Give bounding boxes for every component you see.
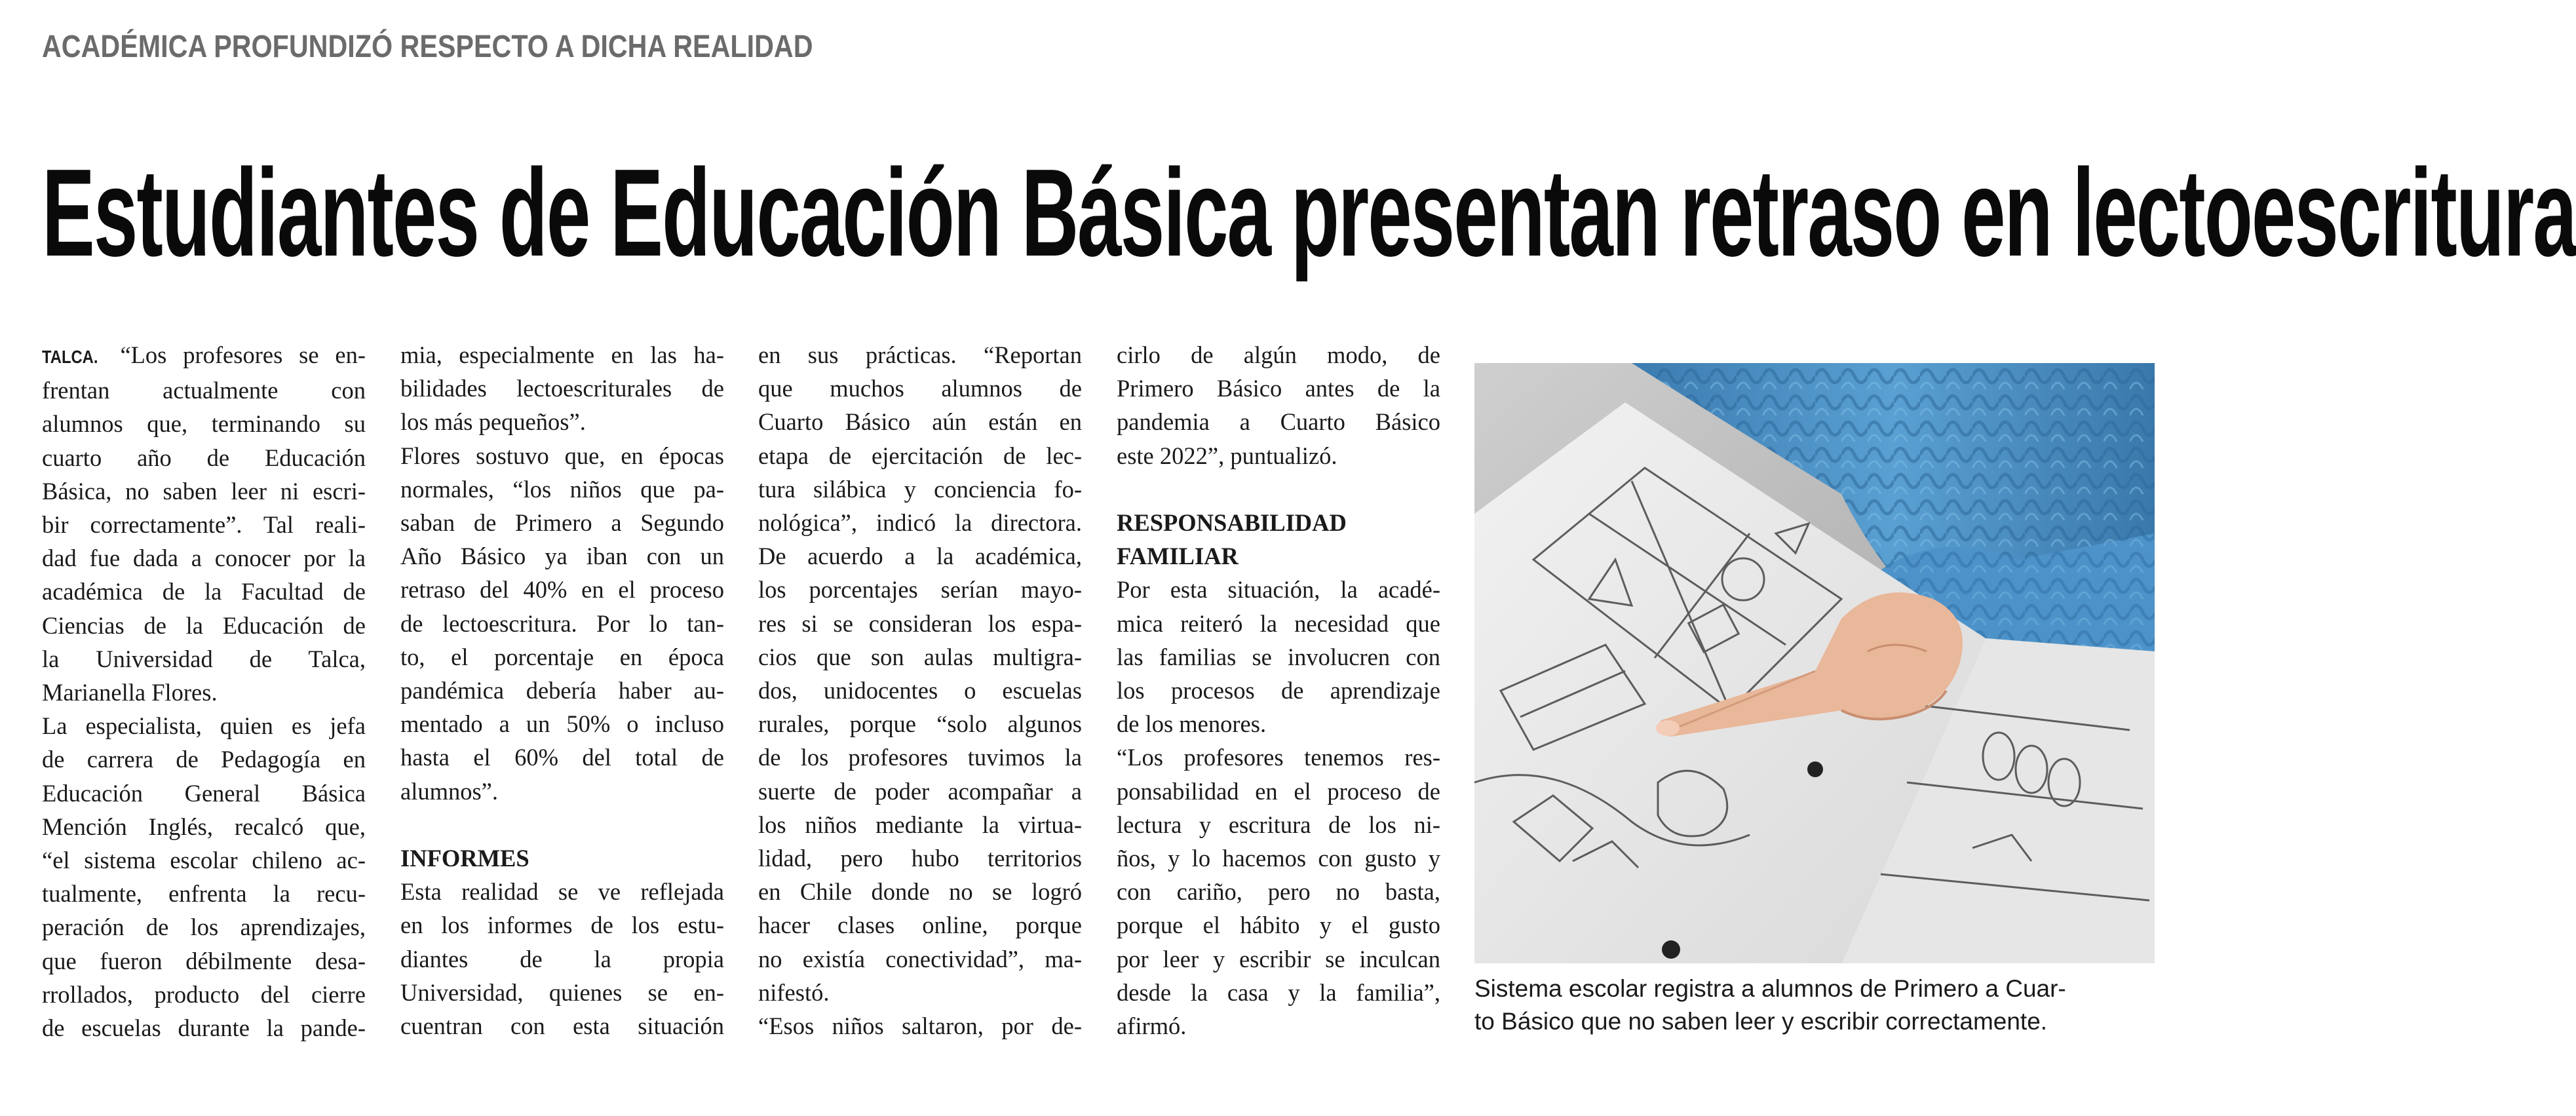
text-line: afirmó. — [1117, 1012, 1187, 1040]
text-line: lidad, pero hubo territorios — [758, 845, 1082, 872]
text-line: los niños mediante la virtua- — [758, 811, 1082, 838]
headline: Estudiantes de Educación Básica presentan retraso en lectoescritura — [42, 144, 2576, 282]
text-line: este 2022”, puntualizó. — [1117, 442, 1337, 469]
dateline: TALCA. — [42, 347, 98, 367]
text-line: académica de la Facultad de — [42, 578, 366, 606]
text-line: bir correctamente”. Tal reali- — [42, 511, 366, 539]
text-line: Año Básico ya iban con un — [400, 543, 724, 570]
text-line: los porcentajes serían mayo- — [758, 576, 1082, 604]
text-line: no existía conectividad”, ma- — [758, 945, 1082, 972]
text-line: desde la casa y la familia”, — [1117, 978, 1440, 1006]
text-line: mia, especialmente en las ha- — [400, 341, 724, 368]
text-line: Esta realidad se ve reflejada — [400, 878, 724, 906]
text-line: de los profesores tuvimos la — [758, 744, 1082, 771]
text-line: dos, unidocentes o escuelas — [758, 677, 1082, 704]
text-line: mentado a un 50% o incluso — [400, 710, 724, 738]
text-line: Universidad, quienes se en- — [400, 978, 724, 1006]
text-line: alumnos que, terminando su — [42, 410, 366, 438]
text-line: saban de Primero a Segundo — [400, 509, 724, 537]
text-line: con cariño, pero no basta, — [1117, 878, 1440, 906]
text-line: de escuelas durante la pande- — [42, 1014, 366, 1042]
text-line: De acuerdo a la académica, — [758, 543, 1082, 570]
text-line: las familias se involucren con — [1117, 643, 1440, 670]
text-line: de carrera de Pedagogía en — [42, 746, 366, 773]
text-line: rrollados, producto del cierre — [42, 980, 366, 1008]
text-line: res si se consideran los espa- — [758, 609, 1082, 637]
text-line: cuentran con esta situación — [400, 1012, 724, 1040]
text-line: diantes de la propia — [400, 945, 724, 972]
text-line: etapa de ejercitación de lec- — [758, 442, 1082, 469]
photo-caption — [1474, 972, 2163, 1038]
text-line: en Chile donde no se logró — [758, 878, 1082, 906]
text-line: que muchos alumnos de — [758, 375, 1082, 402]
text-line: hasta el 60% del total de — [400, 744, 724, 771]
text-line: Ciencias de la Educación de — [42, 611, 366, 639]
text-line: dad fue dada a conocer por la — [42, 545, 366, 572]
subhead-familiar: FAMILIAR — [1117, 543, 1239, 570]
caption-line: Sistema escolar registra a alumnos de Primero a Cuar- — [1474, 975, 2066, 1002]
text-line: Cuarto Básico aún están en — [758, 408, 1082, 436]
text-line: en los informes de los estu- — [400, 912, 724, 939]
text-line: Educación General Básica — [42, 779, 366, 807]
subhead-responsabilidad: RESPONSABILIDAD — [1117, 509, 1347, 536]
text-line: ños, y lo hacemos con gusto y — [1117, 845, 1440, 872]
text-line: mica reiteró la necesidad que — [1117, 609, 1440, 637]
text-line: porque el hábito y el gusto — [1117, 912, 1440, 939]
text-line: los más pequeños”. — [400, 408, 586, 436]
text-line: los procesos de aprendizaje — [1117, 677, 1440, 704]
text-line: normales, “los niños que pa- — [400, 475, 724, 503]
text-line: pandemia a Cuarto Básico — [1117, 408, 1440, 436]
article-column-1: TALCA. “Los profesores se en- frentan actualmente con alumnos que, terminando su cuarto año de Educación Básica, no saben leer ni escri- bir correctamente”. Tal reali- dad fue dada a conocer por la académica de la Facultad de Ciencias de la Educación de la Universidad de Talca, Marianella Flores. La especialista, quien es jefa de carrera de Pedagogía en Educación General Básica Mención Inglés, recalcó que, “el sistema escolar chileno ac- tualmente, enfrenta la recu- peración de los aprendizajes, que fueron débilmente desa- rrollados, producto del cierre de escuelas durante la pande- — [42, 338, 366, 1045]
article-column-3 — [758, 338, 1082, 1043]
text-line: Básica, no saben leer ni escri- — [42, 477, 366, 505]
text-line: de los menores. — [1117, 710, 1267, 738]
text-line: hacer clases online, porque — [758, 912, 1082, 939]
text-line: Mención Inglés, recalcó que, — [42, 813, 366, 840]
text-line: nológica”, indicó la directora. — [758, 509, 1082, 537]
text-line: Flores sostuvo que, en épocas — [400, 442, 724, 469]
text-line: Por esta situación, la acadé- — [1117, 576, 1440, 604]
text-line: cuarto año de Educación — [42, 444, 366, 471]
article-photo — [1474, 363, 2155, 963]
text-line: cios que son aulas multigra- — [758, 643, 1082, 670]
text-line: “el sistema escolar chileno ac- — [42, 847, 366, 874]
text-line: to, el porcentaje en época — [400, 643, 724, 670]
text-line: peración de los aprendizajes, — [42, 914, 366, 941]
text-line: de lectoescritura. Por lo tan- — [400, 609, 724, 637]
text-line: que fueron débilmente desa- — [42, 947, 366, 974]
text-line: Primero Básico antes de la — [1117, 375, 1440, 402]
kicker: ACADÉMICA PROFUNDIZÓ RESPECTO A DICHA REALIDAD — [42, 29, 813, 64]
text-line: pandémica debería haber au- — [400, 677, 724, 704]
text-line: nifestó. — [758, 978, 830, 1006]
text-line: en sus prácticas. “Reportan — [758, 341, 1082, 368]
text-line: frentan actualmente con — [42, 377, 366, 404]
text-line: Marianella Flores. — [42, 679, 218, 706]
photo-illustration — [1474, 363, 2155, 963]
text-line: “Esos niños saltaron, por de- — [758, 1012, 1082, 1040]
subhead-informes: INFORMES — [400, 845, 529, 872]
text-line: retraso del 40% en el proceso — [400, 576, 724, 604]
text-line: alumnos”. — [400, 777, 499, 805]
text-line: “Los profesores tenemos res- — [1117, 744, 1440, 771]
text-line: bilidades lectoescriturales de — [400, 375, 724, 402]
text-line: lectura y escritura de los ni- — [1117, 811, 1440, 838]
caption-line: to Básico que no saben leer y escribir correctamente. — [1474, 1008, 2048, 1035]
text-line: La especialista, quien es jefa — [42, 712, 366, 740]
text-line: la Universidad de Talca, — [42, 645, 366, 672]
text-line: suerte de poder acompañar a — [758, 777, 1082, 805]
text-line: por leer y escribir se inculcan — [1117, 945, 1440, 972]
text-line: tura silábica y conciencia fo- — [758, 475, 1082, 503]
text-line: cirlo de algún modo, de — [1117, 341, 1440, 368]
article-column-2 — [400, 338, 724, 1043]
text-line: rurales, porque “solo algunos — [758, 710, 1082, 738]
text-line: ponsabilidad en el proceso de — [1117, 777, 1440, 805]
article-column-4 — [1117, 338, 1440, 1043]
text-line: tualmente, enfrenta la recu- — [42, 880, 366, 908]
